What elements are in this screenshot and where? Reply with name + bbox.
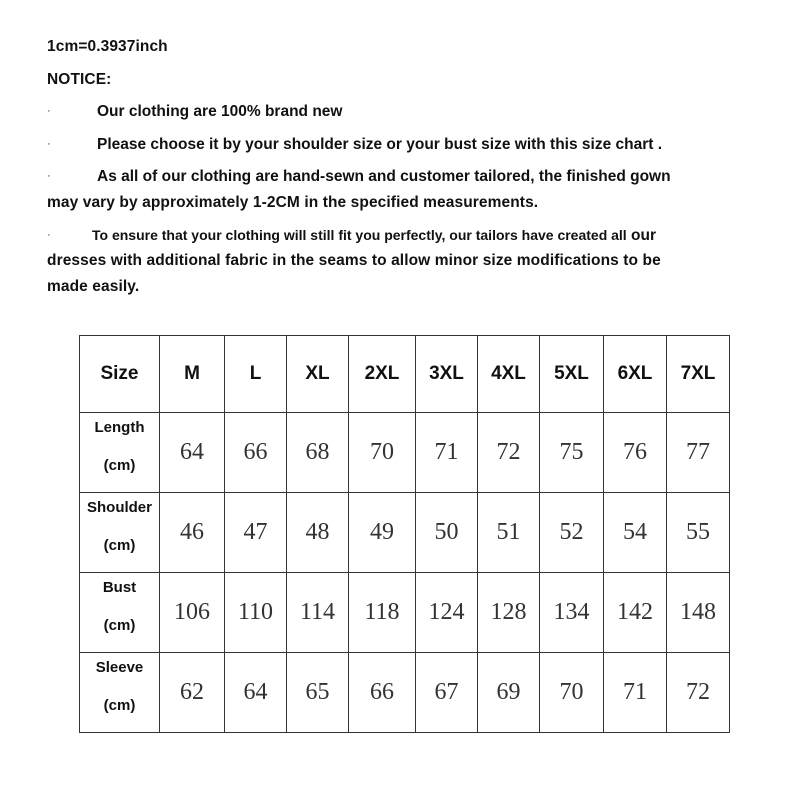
table-cell: 134 (540, 573, 604, 653)
table-cell: 66 (225, 413, 287, 493)
table-cell: 72 (667, 653, 730, 733)
table-cell: 106 (160, 573, 225, 653)
row-label-shoulder (80, 493, 160, 573)
size-header-7xl: 7XL (667, 336, 730, 413)
table-cell: 148 (667, 573, 730, 653)
table-cell: 51 (478, 493, 540, 573)
table-row-sleeve (80, 653, 730, 733)
table-cell: 69 (478, 653, 540, 733)
size-header-6xl: 6XL (604, 336, 667, 413)
note-tailors-cont: dresses with additional fabric in the seams to allow minor size modifications to be (47, 252, 661, 269)
size-header-4xl: 4XL (478, 336, 540, 413)
size-header-2xl: 2XL (349, 336, 416, 413)
table-cell: 66 (349, 653, 416, 733)
bullet-2: · (47, 138, 51, 150)
note-choose-size: Please choose it by your shoulder size or your bust size with this size chart . (97, 136, 663, 153)
table-cell: 55 (667, 493, 730, 573)
note-hand-sewn-cont: may vary by approximately 1-2CM in the specified measurements. (47, 194, 539, 211)
size-header-5xl: 5XL (540, 336, 604, 413)
table-row-shoulder (80, 493, 730, 573)
row-label-name: Shoulder (86, 499, 152, 516)
row-label-length (80, 413, 160, 493)
note-tailors-end: made easily. (47, 278, 140, 295)
bullet-4: · (47, 229, 51, 241)
table-cell: 118 (349, 573, 416, 653)
size-header-3xl: 3XL (416, 336, 478, 413)
conversion-note: 1cm=0.3937inch (47, 38, 168, 55)
row-label-name: Length (94, 419, 145, 436)
table-cell: 64 (225, 653, 287, 733)
note-tailors (92, 227, 656, 245)
row-label-name: Bust (102, 579, 137, 596)
table-cell: 110 (225, 573, 287, 653)
table-cell: 76 (604, 413, 667, 493)
table-cell: 48 (287, 493, 349, 573)
table-cell: 64 (160, 413, 225, 493)
note-tailors-lead: To ensure that your clothing will still fit you perfectly, our tailors have created all (92, 227, 627, 243)
table-cell: 71 (604, 653, 667, 733)
table-cell: 49 (349, 493, 416, 573)
size-header-m: M (160, 336, 225, 413)
note-tailors-our: our (631, 227, 656, 244)
table-cell: 54 (604, 493, 667, 573)
row-label-unit: (cm) (103, 617, 136, 634)
table-cell: 47 (225, 493, 287, 573)
table-cell: 46 (160, 493, 225, 573)
row-label-unit: (cm) (103, 457, 136, 474)
table-cell: 68 (287, 413, 349, 493)
table-cell: 124 (416, 573, 478, 653)
table-cell: 71 (416, 413, 478, 493)
row-label-name: Sleeve (95, 659, 144, 676)
size-header-xl: XL (287, 336, 349, 413)
table-cell: 70 (540, 653, 604, 733)
table-row-length (80, 413, 730, 493)
table-cell: 75 (540, 413, 604, 493)
table-cell: 52 (540, 493, 604, 573)
bullet-3: · (47, 170, 51, 182)
table-cell: 128 (478, 573, 540, 653)
table-cell: 65 (287, 653, 349, 733)
table-cell: 70 (349, 413, 416, 493)
notice-title: NOTICE: (47, 71, 112, 88)
table-cell: 114 (287, 573, 349, 653)
note-hand-sewn: As all of our clothing are hand-sewn and customer tailored, the finished gown (97, 168, 671, 185)
bullet-1: · (47, 105, 51, 117)
table-cell: 62 (160, 653, 225, 733)
size-header-row (80, 336, 730, 413)
row-label-sleeve (80, 653, 160, 733)
size-corner-label: Size (80, 336, 160, 413)
table-cell: 67 (416, 653, 478, 733)
row-label-unit: (cm) (103, 697, 136, 714)
size-header-l: L (225, 336, 287, 413)
table-cell: 142 (604, 573, 667, 653)
table-row-bust (80, 573, 730, 653)
table-cell: 50 (416, 493, 478, 573)
note-brand-new: Our clothing are 100% brand new (97, 103, 343, 120)
row-label-bust (80, 573, 160, 653)
size-table (79, 335, 730, 733)
table-cell: 72 (478, 413, 540, 493)
row-label-unit: (cm) (103, 537, 136, 554)
table-cell: 77 (667, 413, 730, 493)
